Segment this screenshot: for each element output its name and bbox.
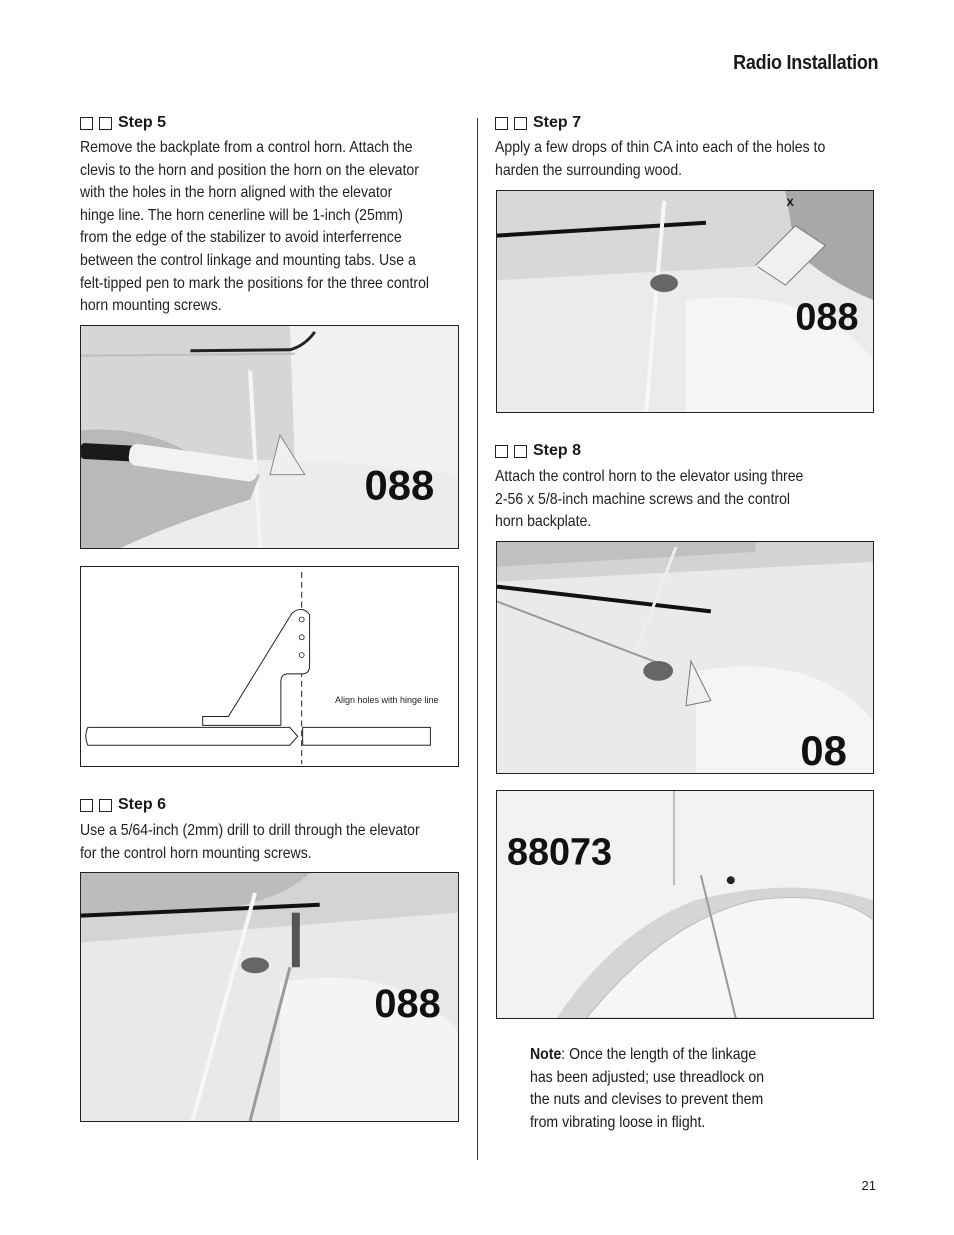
step-7-label: Step 7 [533, 114, 582, 131]
final-photo [496, 790, 874, 1019]
text-line: Attach the control horn to the elevator using three [495, 468, 804, 485]
text-line: between the control linkage and mounting tabs. Use a [80, 251, 416, 269]
text-line: with the holes in the horn aligned with the elevator [80, 184, 393, 202]
decal-text: 088 [374, 981, 441, 1026]
decal-text: 088 [795, 295, 859, 338]
decal-text: 08 [800, 727, 847, 773]
step-6-photo [80, 872, 459, 1122]
checkbox-icon[interactable] [514, 445, 527, 458]
checkbox-icon[interactable] [80, 799, 93, 812]
text-line: 2-56 x 5/8-inch machine screws and the control [495, 490, 791, 508]
text-line: harden the surrounding wood. [495, 161, 683, 179]
step-6-heading [80, 796, 166, 814]
text-line: for the control horn mounting screws. [80, 844, 312, 862]
text-line: Remove the backplate from a control horn. Attach the [80, 139, 413, 156]
checkbox-icon[interactable] [495, 445, 508, 458]
step-6-label: Step 6 [118, 796, 167, 813]
text-line: from the edge of the stabilizer to avoid interferrence [80, 229, 402, 247]
checkbox-icon[interactable] [99, 799, 112, 812]
text-line: Use a 5/64-inch (2mm) drill to drill through the elevator [80, 822, 420, 839]
step-7-heading [495, 114, 581, 132]
section-title: Radio Installation [732, 52, 878, 74]
ca-bottle-label: X [786, 196, 794, 209]
step-5-heading [80, 114, 166, 132]
step-7-text [495, 137, 873, 182]
note-text: : Once the length of the linkage has been adjusted; use threadlock on the nuts and clevises to prevent them from vibrating loose in flight. [530, 1046, 765, 1131]
note-label: Note [530, 1046, 562, 1063]
text-line: horn mounting screws. [80, 297, 222, 315]
step-8-photo [496, 541, 874, 774]
step-7-photo [496, 190, 874, 413]
note [530, 1044, 776, 1134]
text-line: horn backplate. [495, 513, 592, 531]
step-5-photo [80, 325, 459, 549]
step-8-heading [495, 442, 581, 460]
step-6-text [80, 820, 458, 865]
text-line: felt-tipped pen to mark the positions for the three control [80, 274, 430, 292]
step-8-label: Step 8 [533, 442, 582, 459]
step-5-label: Step 5 [118, 114, 167, 131]
step-8-text [495, 466, 873, 534]
step-5-text [80, 137, 458, 318]
page-number: 21 [861, 1178, 876, 1193]
checkbox-icon[interactable] [99, 117, 112, 130]
checkbox-icon[interactable] [495, 117, 508, 130]
text-line: Apply a few drops of thin CA into each of the holes to [495, 139, 826, 156]
decal-text: 088 [364, 461, 435, 509]
checkbox-icon[interactable] [80, 117, 93, 130]
text-line: hinge line. The horn cenerline will be 1-inch (25mm) [80, 206, 403, 224]
diagram-caption: Align holes with hinge line [335, 695, 439, 705]
text-line: clevis to the horn and position the horn on the elevator [80, 161, 419, 179]
checkbox-icon[interactable] [514, 117, 527, 130]
column-divider [477, 118, 478, 1160]
hinge-alignment-diagram [80, 566, 459, 767]
decal-text: 88073 [506, 830, 613, 873]
